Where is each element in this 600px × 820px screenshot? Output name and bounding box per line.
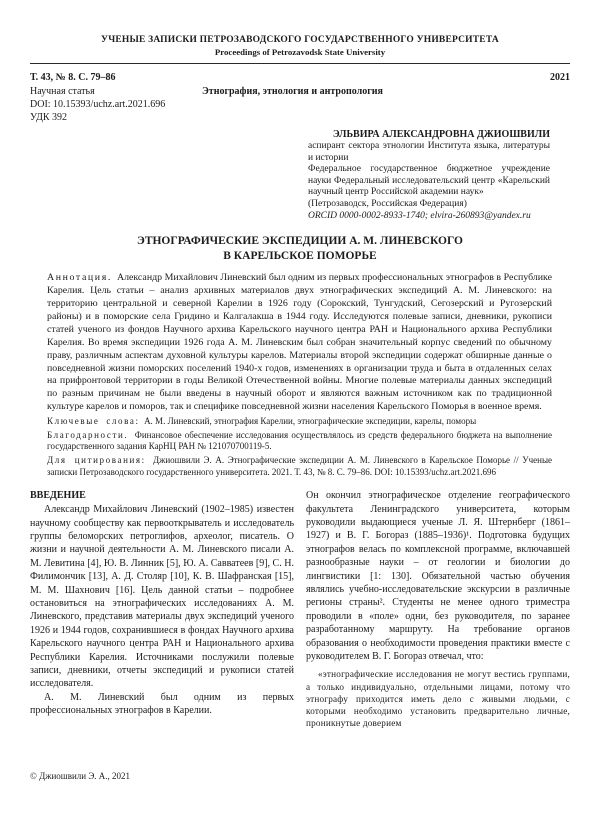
quote-paragraph: «этнографические исследования не могут вестись группами, а только индивидуально, отдельными лицами, потому что этнографу приходится иметь дело с живыми людьми, с которыми необходимо установить предварительно личные, проникнутые доверием [306, 669, 570, 729]
abstract-label: Аннотация. [47, 272, 112, 284]
citation-paragraph [47, 455, 552, 478]
author-affiliation: Федеральное государственное бюджетное учреждение науки Федеральный исследовательский центр «Карельский научный центр Российской академии наук» [308, 164, 550, 198]
acknowledgements-label: Благодарности. [47, 429, 129, 440]
citation-text: Джиошвили Э. А. Этнографические экспедиции А. М. Линевского в Карельское Поморье // Ученые записки Петрозаводского государственного университета. 2021. Т. 43, № 8. С. 79–86. DOI: 10.15393/uchz.art.2021.696 [47, 454, 553, 477]
issue-meta-row [30, 71, 570, 84]
author-position: аспирант сектора этнологии Института языка, литературы и истории [308, 141, 550, 163]
copyright-notice: © Джиошвили Э. А., 2021 [30, 771, 131, 781]
two-column-body [30, 489, 570, 729]
acknowledgements-text: Финансовое обеспечение исследования осуществлялось из средств федерального бюджета на выполнение государственного задания КарНЦ РАН № 121070700119-5. [47, 429, 552, 452]
journal-section: Этнография, этнология и антропология [202, 86, 383, 97]
article-title-line1: ЭТНОГРАФИЧЕСКИЕ ЭКСПЕДИЦИИ А. М. ЛИНЕВСКОГО [137, 235, 463, 248]
intro-paragraph-2: А. М. Линевский был одним из первых профессиональных этнографов в Карелии. [30, 691, 294, 717]
article-title-line2: В КАРЕЛЬСКОЕ ПОМОРЬЕ [223, 249, 377, 262]
left-column [30, 489, 294, 729]
intro-paragraph-1: Александр Михайлович Линевский (1902–1985) известен научному сообществу как первооткрыватель и исследователь группы беломорских петроглифов, археолог, писатель. О жизни и научной деятельности А. М. Линевского писали А. М. Левитина [4], Ю. В. Линник [5], Ю. А. Савватеев [9], С. Н. Филимончик [13], А. Д. Столяр [10], К. В. Шафранская [15], М. М. Шахнович [16]. Цель данной статьи – подробнее остановиться на этнографических исследованиях А. М. Линевского, представив материалы двух экспедиций ученого 1926 и 1944 годов, сохранившиеся в фондах Научного архива Карельского научного центра РАН и Национального архива Республики Карелия. Источниками послужили полевые записи, дневники, отчеты экспедиций и рукописи статей исследователя. [30, 504, 294, 690]
right-column-paragraph: Он окончил этнографическое отделение географического факультета Ленинградского университета, которым руководили выдающиеся ученые Л. Я. Штернберг (1861–1927) и В. Г. Богораз (1885–1936)¹. Подготовка будущих этнографов велась по комплексной программе, включавшей разнообразные науки – от геологии и биологии до лингвистики [1: 130]. Обязательной частью обучения являлись учебно-исследовательские экскурсии в различные регионы страны². Студенты не менее одного триместра проводили в «поле» одни, без руководителя, по заранее разработанному маршруту. На требование органов образования о необходимости проведения практики вместе с руководителем В. Г. Богораз отвечал, что: [306, 490, 570, 662]
keywords-text: А. М. Линевский, этнография Карелии, этнографические экспедиции, карелы, поморы [144, 416, 477, 427]
article-type: Научная статья [30, 86, 95, 97]
abstract-text: Александр Михайлович Линевский был одним из первых профессиональных этнографов в Республике Карелия. Цель статьи – анализ архивных материалов двух этнографических экспедиций А. М. Линевского: на территорию центральной и северной Карелии в 1926 году (Сорокский, Тунгудский, Сегозерский и Ругозерский районы) и в поморские села Гридино и Калгалакша в 1944 году. Исследуются полевые записи, дневники, рукописи статей ученого из фондов Научного архива Карельского научного центра РАН и Национального архива Республики Карелия. Во время экспедиции 1926 года А. М. Линевским был собран значительный корпус сведений по обычному праву, различным аспектам духовной культуры карелов. Материалы второй экспедиции содержат обширные данные о повседневной жизни поморских поселений 1940-х годов, изменениях в организации труда и быта в отдаленных селах на прифронтовой территории в годы Великой Отечественной войны. Многие полевые материалы данных экспедиций по разным причинам не были введены в научный оборот и являются важным источником как по традиционной культуре карелов и поморов, так и специфике повседневной жизни населения Карельского Поморья в военное время. [47, 272, 552, 413]
author-name: ЭЛЬВИРА АЛЕКСАНДРОВНА ДЖИОШВИЛИ [332, 129, 550, 140]
volume-pages: Т. 43, № 8. С. 79–86 [30, 72, 116, 83]
citation-label: Для цитирования: [47, 454, 146, 465]
doi: DOI: 10.15393/uchz.art.2021.696 [30, 99, 166, 110]
abstract-paragraph [47, 272, 552, 414]
author-location: (Петрозаводск, Российская Федерация) [308, 198, 467, 209]
header-rule [30, 63, 570, 64]
issue-year: 2021 [550, 72, 570, 83]
author-block [308, 129, 550, 222]
intro-heading: ВВЕДЕНИЕ [30, 490, 86, 502]
article-meta-row [30, 85, 570, 98]
journal-title-ru: УЧЕНЫЕ ЗАПИСКИ ПЕТРОЗАВОДСКОГО ГОСУДАРСТВЕННОГО УНИВЕРСИТЕТА [101, 35, 499, 45]
journal-title-en: Proceedings of Petrozavodsk State University [214, 47, 386, 57]
keywords-label: Ключевые слова: [47, 416, 140, 427]
author-orcid-email: ORCID 0000-0002-8933-1740; elvira-260893@yandex.ru [308, 210, 531, 221]
acknowledgements-paragraph [47, 430, 552, 453]
right-column [306, 489, 570, 729]
abstract-block [47, 272, 552, 478]
keywords-paragraph [47, 416, 552, 428]
udk: УДК 392 [30, 112, 68, 123]
article-title [30, 234, 570, 263]
